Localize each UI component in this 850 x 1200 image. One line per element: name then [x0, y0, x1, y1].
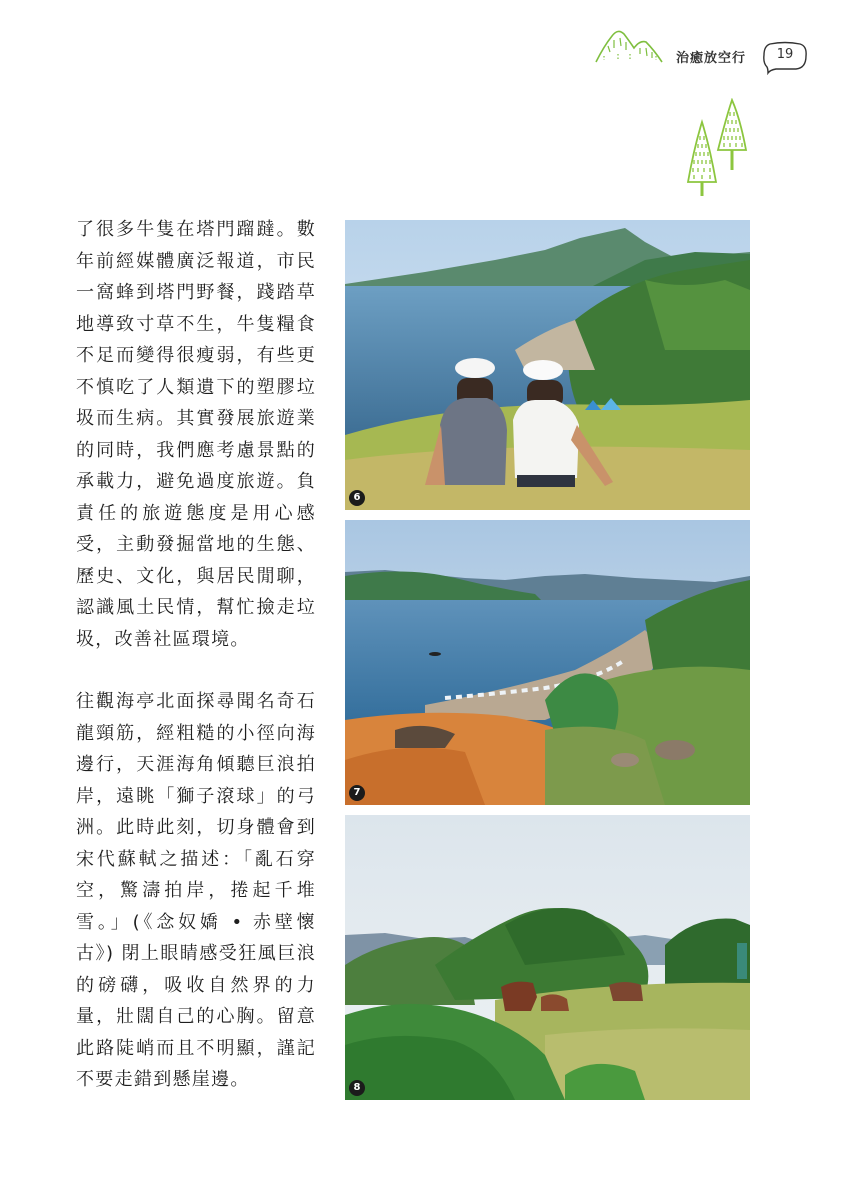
page-number: 19	[776, 47, 794, 62]
photo-7-image	[345, 520, 750, 805]
pine-tree-doodle-icon	[684, 98, 754, 198]
photo-number-badge: 7	[349, 785, 365, 801]
photo-number-badge: 8	[349, 1080, 365, 1096]
body-text-column	[76, 214, 316, 1096]
photo-number-badge: 6	[349, 490, 365, 506]
mountain-doodle-icon	[594, 26, 664, 66]
photo-cows-grassland	[345, 815, 750, 1100]
photo-hikers-on-grass	[345, 220, 750, 510]
photo-rocky-coast	[345, 520, 750, 805]
section-title: 治癒放空行	[676, 51, 747, 66]
body-paragraph-1: 了很多牛隻在塔門蹓躂。數年前經媒體廣泛報道，市民一窩蜂到塔門野餐，踐踏草地導致寸草不生，牛隻糧食不足而變得很瘦弱，有些更不慎吃了人類遺下的塑膠垃圾而生病。其實發展旅遊業的同時，我們應考慮景點的承載力，避免過度旅遊。負責任的旅遊態度是用心感受，主動發掘當地的生態、歷史、文化，與居民閒聊，認識風土民情，幫忙撿走垃圾，改善社區環境。	[76, 219, 316, 650]
photo-8-image	[345, 815, 750, 1100]
photo-6-image	[345, 220, 750, 510]
body-paragraph-2: 往觀海亭北面探尋聞名奇石龍頸筋，經粗糙的小徑向海邊行，天涯海角傾聽巨浪拍岸，遠眺「獅子滾球」的弓洲。此時此刻，切身體會到宋代蘇軾之描述：「亂石穿空，驚濤拍岸，捲起千堆雪。」(《念奴嬌 • 赤壁懷古》) 閉上眼睛感受狂風巨浪的磅礴，吸收自然界的力量，壯闊自己的心胸。留意此路陡峭而且不明顯，謹記不要走錯到懸崖邊。	[76, 691, 316, 1090]
